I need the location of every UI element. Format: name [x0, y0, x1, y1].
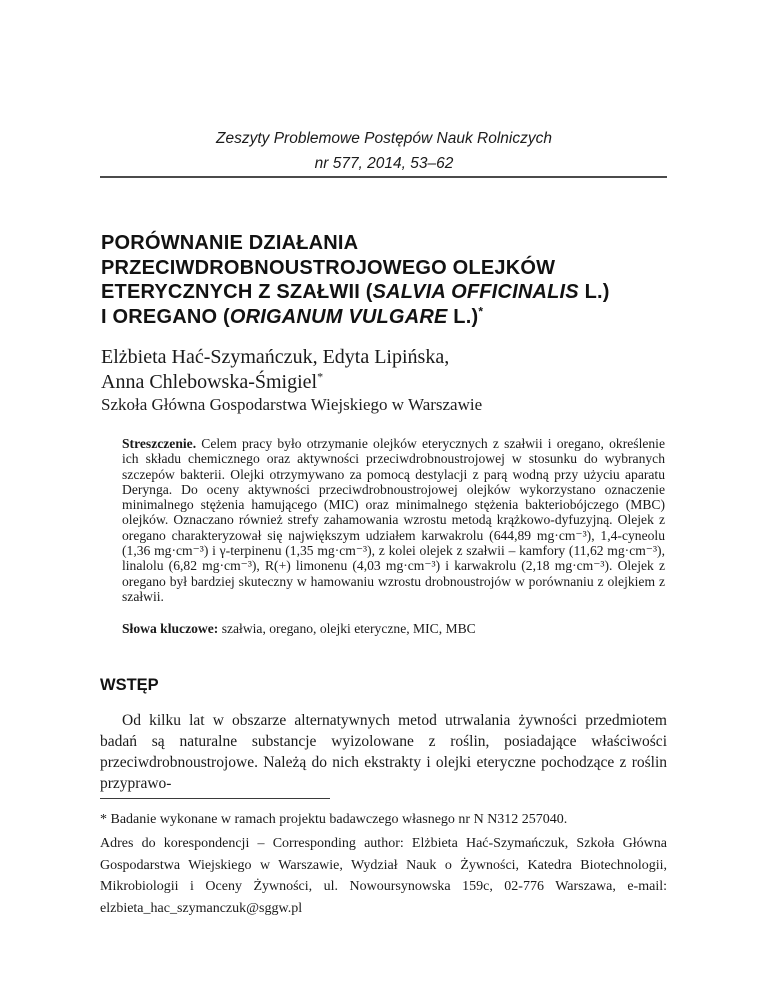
authors	[101, 345, 661, 395]
title-line-3: ETERYCZNYCH Z SZAŁWII (SALVIA OFFICINALIS L.)	[101, 281, 610, 303]
footnote-correspondence: Adres do korespondencji – Corresponding author: Elżbieta Hać-Szymańczuk, Szkoła Główna Gospodarstwa Wiejskiego w Warszawie, Wydział Nauk o Żywności, Katedra Biotechnologii, Mikrobiologii i Oceny Żywności, ul. Nowoursynowska 159c, 02-776 Warszawa, e-mail: elzbieta_hac_szymanczuk@sggw.pl	[100, 836, 667, 916]
footnote-block	[100, 798, 667, 919]
journal-issue: nr 577, 2014, 53–62	[314, 155, 454, 172]
authors-line-2: Anna Chlebowska-Śmigiel*	[101, 369, 324, 393]
authors-line-1: Elżbieta Hać-Szymańczuk, Edyta Lipińska,	[101, 346, 450, 368]
abstract-text: Celem pracy było otrzymanie olejków eterycznych z szałwii i oregano, określenie ich składu chemicznego oraz aktywności przeciwdrobnoustrojowej w stosunku do wybranych szczepów bakterii. Olejki otrzymywano za pomocą destylacji z parą wodną przy użyciu aparatu Derynga. Do oceny aktywności przeciwdrobnoustrojowej olejków wykorzystano oznaczenie minimalnego stężenia hamującego (MIC) oraz minimalnego stężenia bakteriobójczego (MBC) olejków. Oznaczano również strefy zahamowania wzrostu metodą krążkowo-dyfuzyjną. Olejek z oregano charakteryzował się największym udziałem karwakrolu (644,89 mg·cm⁻³), 1,4-cyneolu (1,36 mg·cm⁻³) i γ-terpinenu (1,35 mg·cm⁻³), z kolei olejek z szałwii – kamfory (11,62 mg·cm⁻³), linalolu (6,82 mg·cm⁻³), R(+) limonenu (4,03 mg·cm⁻³) i karwakrolu (2,18 mg·cm⁻³). Olejek z oregano był bardziej skuteczny w hamowaniu wzrostu drobnoustrojów w porównaniu z olejkiem z szałwii.	[122, 436, 665, 604]
abstract	[122, 436, 665, 604]
species-name-salvia: SALVIA OFFICINALIS	[372, 281, 579, 303]
keywords	[122, 621, 665, 637]
footnote-grant: * Badanie wykonane w ramach projektu badawczego własnego nr N N312 257040.	[100, 812, 568, 827]
keywords-text: szałwia, oregano, olejki eteryczne, MIC, MBC	[218, 621, 476, 636]
journal-name: Zeszyty Problemowe Postępów Nauk Rolniczych	[216, 130, 552, 147]
title-line-2: PRZECIWDROBNOUSTROJOWEGO OLEJKÓW	[101, 256, 556, 279]
title-line-1: PORÓWNANIE DZIAŁANIA	[101, 232, 359, 254]
journal-header	[0, 126, 768, 176]
article-title	[101, 231, 701, 329]
footnote-rule	[100, 798, 330, 799]
header-rule	[100, 176, 667, 178]
abstract-label: Streszczenie.	[122, 436, 197, 451]
keywords-label: Słowa kluczowe:	[122, 621, 219, 636]
section-heading-wstep: WSTĘP	[100, 676, 159, 694]
intro-paragraph: Od kilku lat w obszarze alternatywnych metod utrwalania żywności przedmiotem badań są naturalne substancje wyizolowane z roślin, posiadające właściwości przeciwdrobnoustrojowe. Należą do nich ekstrakty i olejki eteryczne pochodzące z roślin przyprawo-	[100, 712, 667, 792]
affiliation: Szkoła Główna Gospodarstwa Wiejskiego w Warszawie	[101, 395, 483, 414]
species-name-origanum: ORIGANUM VULGARE	[229, 305, 448, 328]
title-footnote-marker: *	[478, 303, 484, 318]
authors-footnote-marker: *	[317, 369, 324, 384]
title-line-4: I OREGANO (ORIGANUM VULGARE L.)*	[101, 303, 484, 328]
